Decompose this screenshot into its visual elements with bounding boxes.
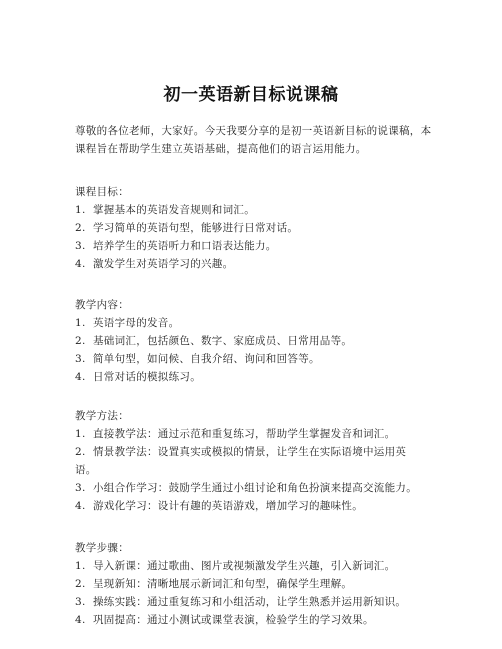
content-list xyxy=(75,314,445,386)
item-text: 小组合作学习：鼓励学生通过小组讨论和角色扮演来提高交流能力。 xyxy=(93,482,417,494)
item-text: 激发学生对英语学习的兴趣。 xyxy=(93,258,234,270)
item-number: 4. xyxy=(75,500,86,512)
section-teaching-content xyxy=(75,296,445,386)
list-item xyxy=(75,255,445,273)
list-item xyxy=(75,237,445,255)
item-number: 4. xyxy=(75,258,86,270)
section-teaching-methods xyxy=(75,407,445,515)
item-text: 简单句型，如问候、自我介绍、询问和回答等。 xyxy=(93,353,320,365)
list-item xyxy=(75,575,445,593)
item-text: 直接教学法：通过示范和重复练习，帮助学生掌握发音和词汇。 xyxy=(93,428,396,440)
list-item xyxy=(75,332,445,350)
item-number: 2. xyxy=(75,578,86,590)
list-item xyxy=(75,611,445,629)
item-number: 3. xyxy=(75,353,86,365)
item-text: 日常对话的模拟练习。 xyxy=(93,371,201,383)
list-item xyxy=(75,201,445,219)
item-text-continuation: 语。 xyxy=(75,464,97,476)
item-number: 4. xyxy=(75,614,86,626)
section-course-goals xyxy=(75,183,445,273)
item-number: 1. xyxy=(75,204,86,216)
section-heading: 教学步骤： xyxy=(75,542,129,554)
list-item xyxy=(75,368,445,386)
item-text: 情景教学法：设置真实或模拟的情景，让学生在实际语境中运用英 xyxy=(93,446,407,458)
section-teaching-steps xyxy=(75,539,445,629)
item-text: 培养学生的英语听力和口语表达能力。 xyxy=(93,240,277,252)
item-number: 3. xyxy=(75,482,86,494)
methods-list xyxy=(75,425,445,515)
document-title: 初一英语新目标说课稿 xyxy=(163,85,339,105)
item-number: 1. xyxy=(75,560,86,572)
item-number: 1. xyxy=(75,317,86,329)
list-item xyxy=(75,219,445,237)
item-number: 3. xyxy=(75,596,86,608)
item-number: 2. xyxy=(75,222,86,234)
goals-list xyxy=(75,201,445,273)
item-text: 导入新课：通过歌曲、图片或视频激发学生兴趣，引入新词汇。 xyxy=(93,560,396,572)
item-text: 游戏化学习：设计有趣的英语游戏，增加学习的趣味性。 xyxy=(93,500,363,512)
section-heading: 课程目标： xyxy=(75,186,129,198)
list-item xyxy=(75,479,445,497)
item-text: 呈现新知：清晰地展示新词汇和句型，确保学生理解。 xyxy=(93,578,353,590)
item-text: 巩固提高：通过小测试或课堂表演，检验学生的学习效果。 xyxy=(93,614,374,626)
item-text: 操练实践：通过重复练习和小组活动，让学生熟悉并运用新知识。 xyxy=(93,596,407,608)
list-item xyxy=(75,350,445,368)
steps-list xyxy=(75,557,445,629)
list-item xyxy=(75,593,445,611)
intro-paragraph: 尊敬的各位老师，大家好。今天我要分享的是初一英语新目标的说课稿，本课程旨在帮助学生建立英语基础，提高他们的语言运用能力。 xyxy=(75,125,432,155)
item-text: 英语字母的发音。 xyxy=(93,317,180,329)
item-number: 4. xyxy=(75,371,86,383)
item-text: 掌握基本的英语发音规则和词汇。 xyxy=(93,204,255,216)
item-number: 2. xyxy=(75,446,86,458)
item-number: 3. xyxy=(75,240,86,252)
section-heading: 教学方法： xyxy=(75,410,129,422)
list-item xyxy=(75,443,445,479)
list-item xyxy=(75,497,445,515)
list-item xyxy=(75,425,445,443)
item-text: 学习简单的英语句型，能够进行日常对话。 xyxy=(93,222,299,234)
item-number: 2. xyxy=(75,335,86,347)
section-heading: 教学内容： xyxy=(75,299,129,311)
list-item xyxy=(75,314,445,332)
list-item xyxy=(75,557,445,575)
item-text: 基础词汇，包括颜色、数字、家庭成员、日常用品等。 xyxy=(93,335,353,347)
item-number: 1. xyxy=(75,428,86,440)
